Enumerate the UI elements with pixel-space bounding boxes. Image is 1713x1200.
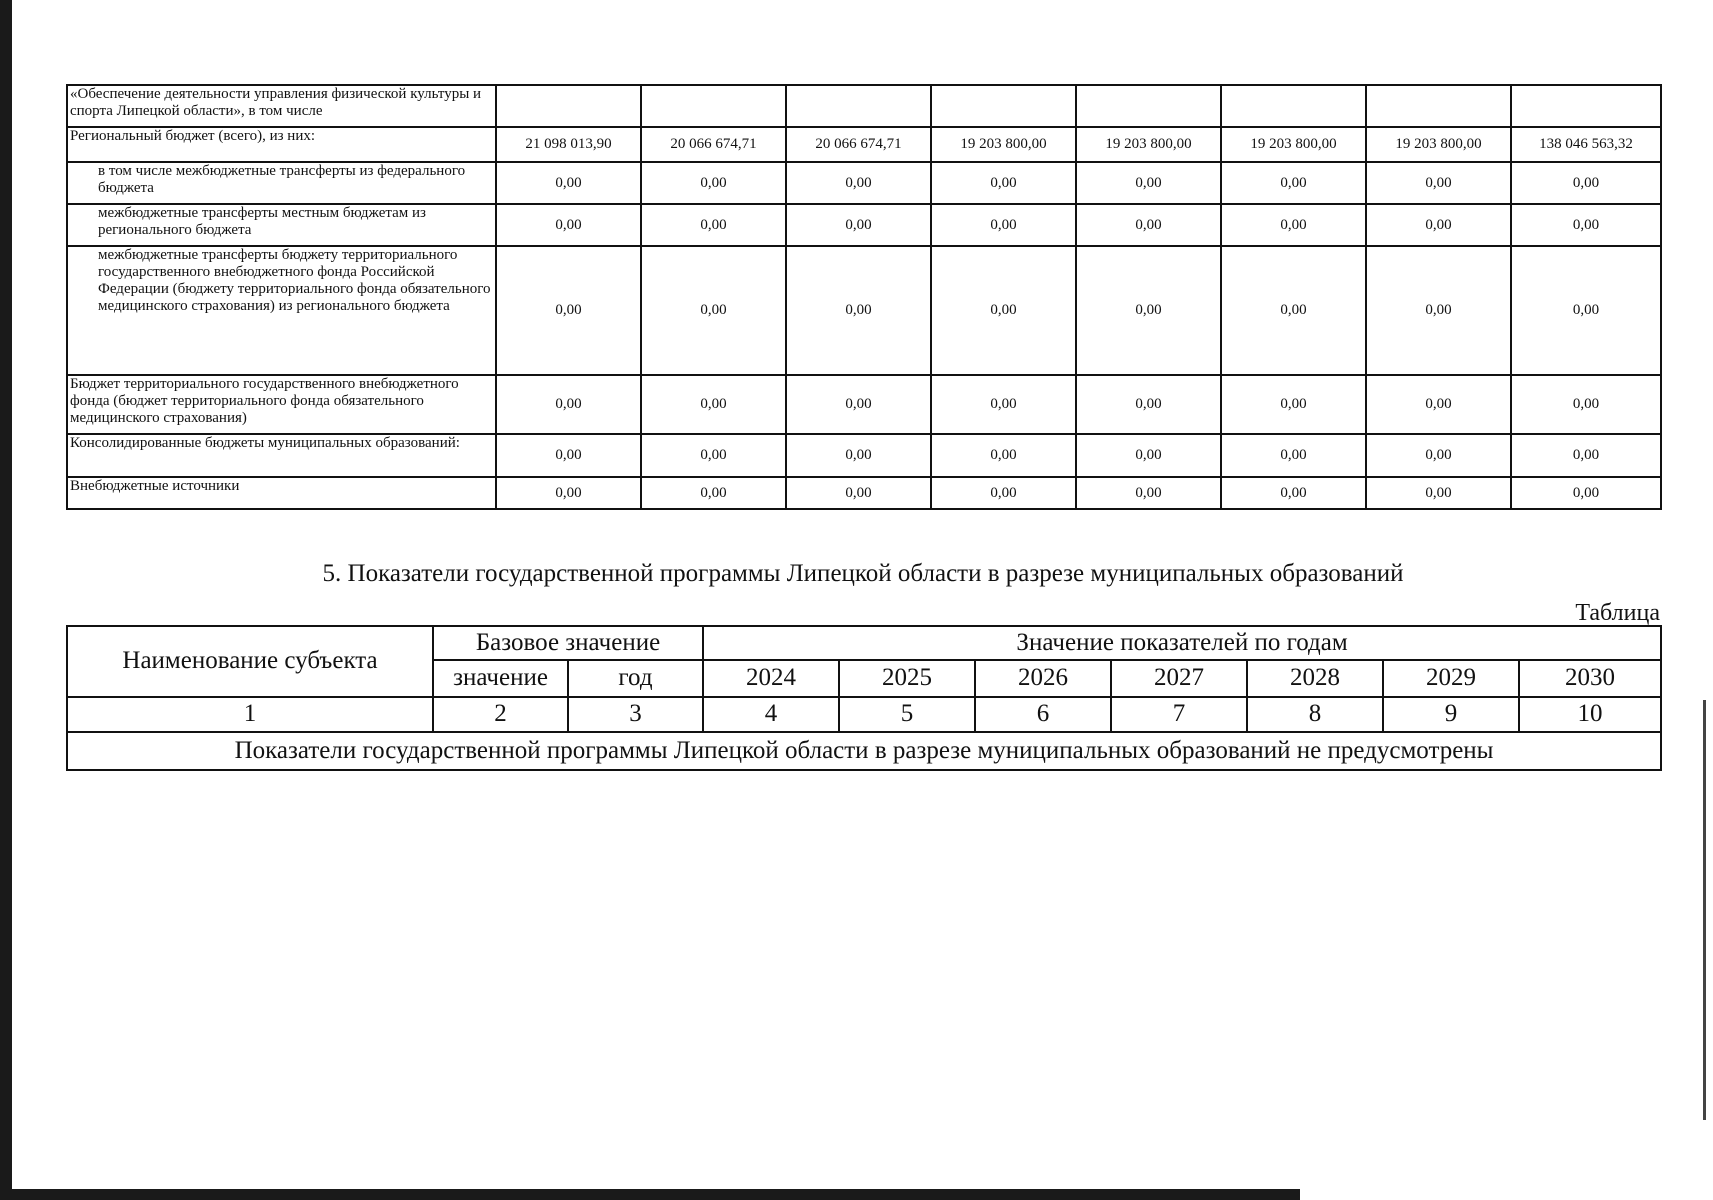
table-row xyxy=(67,85,1661,127)
table-cell: 0,00 xyxy=(641,434,786,477)
table-cell: 0,00 xyxy=(1366,477,1511,509)
table-cell xyxy=(1076,85,1221,127)
table-row xyxy=(67,127,1661,162)
yearly-values-group-header: Значение показателей по годам xyxy=(703,626,1661,660)
table-cell: 0,00 xyxy=(641,375,786,434)
row-label: «Обеспечение деятельности управления физической культуры и спорта Липецкой области», в том числе xyxy=(67,85,496,127)
table-cell: 0,00 xyxy=(931,477,1076,509)
table-cell: 0,00 xyxy=(1511,204,1661,246)
column-number: 1 xyxy=(67,697,433,732)
table-cell: 19 203 800,00 xyxy=(931,127,1076,162)
scan-border-right xyxy=(1703,700,1706,1120)
table-cell: 0,00 xyxy=(1076,375,1221,434)
table-cell: 0,00 xyxy=(496,162,641,204)
year-header: 2025 xyxy=(839,660,975,697)
table-cell: 0,00 xyxy=(1366,246,1511,375)
table-row xyxy=(67,204,1661,246)
table-cell: 0,00 xyxy=(931,204,1076,246)
table-cell: 0,00 xyxy=(641,204,786,246)
table-cell xyxy=(1366,85,1511,127)
table-cell: 0,00 xyxy=(1221,434,1366,477)
table-cell: 0,00 xyxy=(1366,434,1511,477)
table-cell: 0,00 xyxy=(1076,246,1221,375)
year-header: 2028 xyxy=(1247,660,1383,697)
table-row xyxy=(67,162,1661,204)
table-cell: 0,00 xyxy=(1221,204,1366,246)
column-number: 2 xyxy=(433,697,568,732)
table-cell: 0,00 xyxy=(1221,246,1366,375)
scan-border-bottom xyxy=(0,1189,1300,1200)
column-number: 6 xyxy=(975,697,1111,732)
column-number: 9 xyxy=(1383,697,1519,732)
table-cell: 0,00 xyxy=(1511,246,1661,375)
row-label: Консолидированные бюджеты муниципальных образований: xyxy=(67,434,496,477)
column-number: 7 xyxy=(1111,697,1247,732)
table-cell: 0,00 xyxy=(786,477,931,509)
table-row xyxy=(67,246,1661,375)
table-cell: 0,00 xyxy=(496,477,641,509)
indicators-table xyxy=(66,625,1662,771)
table-cell: 20 066 674,71 xyxy=(641,127,786,162)
column-number: 5 xyxy=(839,697,975,732)
table-cell: 0,00 xyxy=(1511,477,1661,509)
table-row xyxy=(67,477,1661,509)
table-cell: 0,00 xyxy=(1221,162,1366,204)
column-number: 8 xyxy=(1247,697,1383,732)
table-cell: 0,00 xyxy=(786,204,931,246)
base-value-header: значение xyxy=(433,660,568,697)
table-cell: 0,00 xyxy=(931,162,1076,204)
table-cell: 0,00 xyxy=(1076,434,1221,477)
table-cell: 0,00 xyxy=(641,477,786,509)
year-header: 2026 xyxy=(975,660,1111,697)
column-number: 4 xyxy=(703,697,839,732)
table-cell: 0,00 xyxy=(641,162,786,204)
year-header: 2024 xyxy=(703,660,839,697)
row-label: межбюджетные трансферты местным бюджетам из регионального бюджета xyxy=(67,204,496,246)
table-cell: 0,00 xyxy=(1076,204,1221,246)
table-cell: 0,00 xyxy=(1221,375,1366,434)
row-label: Внебюджетные источники xyxy=(67,477,496,509)
table-cell: 0,00 xyxy=(931,375,1076,434)
table-cell: 0,00 xyxy=(1366,162,1511,204)
table-cell: 0,00 xyxy=(1511,375,1661,434)
table-cell: 138 046 563,32 xyxy=(1511,127,1661,162)
base-year-header: год xyxy=(568,660,703,697)
section-title: 5. Показатели государственной программы Липецкой области в разрезе муниципальных образований xyxy=(322,560,1404,587)
table-cell: 0,00 xyxy=(496,246,641,375)
table-cell: 0,00 xyxy=(1076,162,1221,204)
base-value-group-header: Базовое значение xyxy=(433,626,703,660)
table-cell: 0,00 xyxy=(786,375,931,434)
header-row xyxy=(67,626,1661,660)
table-cell xyxy=(786,85,931,127)
table-cell: 0,00 xyxy=(786,162,931,204)
table-cell xyxy=(1221,85,1366,127)
table-cell: 0,00 xyxy=(641,246,786,375)
scan-border-left xyxy=(0,0,12,1200)
table-cell: 0,00 xyxy=(1511,162,1661,204)
table-cell: 0,00 xyxy=(1221,477,1366,509)
table-cell: 0,00 xyxy=(931,434,1076,477)
budget-financing-table xyxy=(66,84,1662,510)
table-cell: 19 203 800,00 xyxy=(1366,127,1511,162)
table-cell: 19 203 800,00 xyxy=(1076,127,1221,162)
table-cell: 0,00 xyxy=(496,434,641,477)
table-cell: 0,00 xyxy=(496,204,641,246)
table-cell xyxy=(1511,85,1661,127)
table-cell: 0,00 xyxy=(786,434,931,477)
table-cell: 0,00 xyxy=(786,246,931,375)
row-label: Бюджет территориального государственного внебюджетного фонда (бюджет территориального фонда обязательного медицинского страхования) xyxy=(67,375,496,434)
table-cell: 0,00 xyxy=(1076,477,1221,509)
subject-name-header: Наименование субъекта xyxy=(67,626,433,697)
table-cell xyxy=(496,85,641,127)
column-number: 3 xyxy=(568,697,703,732)
no-indicators-note: Показатели государственной программы Липецкой области в разрезе муниципальных образований не предусмотрены xyxy=(67,732,1661,770)
row-label: Региональный бюджет (всего), из них: xyxy=(67,127,496,162)
table-cell: 0,00 xyxy=(1511,434,1661,477)
column-number: 10 xyxy=(1519,697,1661,732)
table-cell: 19 203 800,00 xyxy=(1221,127,1366,162)
table-row xyxy=(67,375,1661,434)
year-header: 2027 xyxy=(1111,660,1247,697)
table-caption: Таблица xyxy=(1575,600,1660,626)
table-cell xyxy=(641,85,786,127)
table-cell: 21 098 013,90 xyxy=(496,127,641,162)
table-cell: 0,00 xyxy=(1366,204,1511,246)
table-cell: 0,00 xyxy=(1366,375,1511,434)
year-header: 2030 xyxy=(1519,660,1661,697)
table-cell xyxy=(931,85,1076,127)
row-label: в том числе межбюджетные трансферты из федерального бюджета xyxy=(67,162,496,204)
table-row xyxy=(67,434,1661,477)
year-header: 2029 xyxy=(1383,660,1519,697)
column-number-row xyxy=(67,697,1661,732)
table-cell: 0,00 xyxy=(931,246,1076,375)
table-cell: 0,00 xyxy=(496,375,641,434)
table-row xyxy=(67,732,1661,770)
row-label: межбюджетные трансферты бюджету территориального государственного внебюджетного фонда Российской Федерации (бюджету территориального фонда обязательного медицинского страхования) из регионального бюджета xyxy=(67,246,496,375)
table-cell: 20 066 674,71 xyxy=(786,127,931,162)
